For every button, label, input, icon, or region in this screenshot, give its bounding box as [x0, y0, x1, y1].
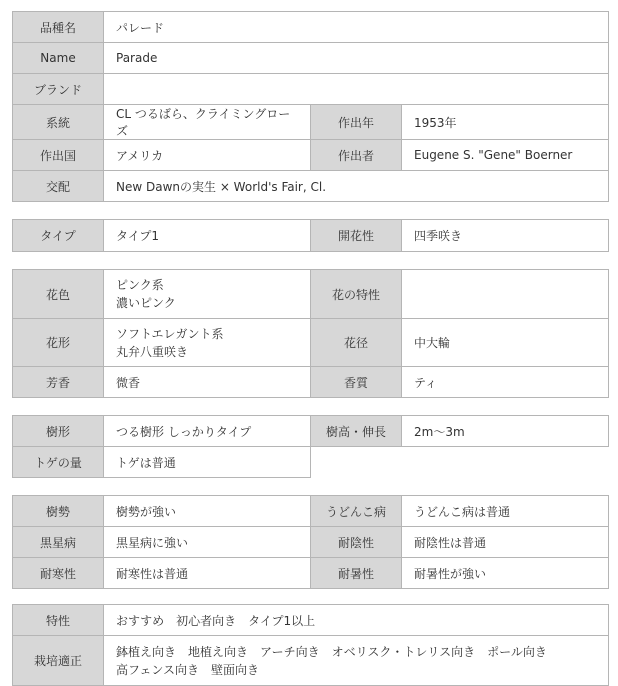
country-value: アメリカ — [104, 140, 311, 171]
table-row — [13, 558, 609, 589]
table-row — [13, 319, 609, 367]
variety-label: 品種名 — [13, 12, 104, 43]
table-row — [13, 43, 609, 74]
scent-label: 芳香 — [13, 367, 104, 398]
flower-table — [12, 269, 609, 398]
section-spacer — [12, 398, 608, 415]
flower-size-label: 花径 — [311, 319, 402, 367]
cultivation-table — [12, 604, 609, 686]
blackspot-label: 黒星病 — [13, 527, 104, 558]
suitability-line: 鉢植え向き 地植え向き アーチ向き オベリスク・トレリス向き ポール向き — [116, 644, 547, 659]
rose-spec-sheet — [12, 11, 608, 686]
table-row — [13, 416, 609, 447]
type-value: タイプ1 — [104, 220, 311, 252]
mildew-label: うどんこ病 — [311, 496, 402, 527]
table-row — [13, 171, 609, 202]
mildew-value: うどんこ病は普通 — [402, 496, 609, 527]
table-row — [13, 605, 609, 636]
thorn-label: トゲの量 — [13, 447, 104, 478]
lineage-label: 系統 — [13, 105, 104, 140]
vigor-value: 樹勢が強い — [104, 496, 311, 527]
heat-value: 耐暑性が強い — [402, 558, 609, 589]
section-spacer — [12, 252, 608, 269]
suitability-value — [104, 636, 609, 686]
flower-shape-line: ソフトエレガント系 — [116, 326, 224, 341]
feature-value: おすすめ 初心者向き タイプ1以上 — [104, 605, 609, 636]
name-label: Name — [13, 43, 104, 74]
flower-color-line: 濃いピンク — [116, 296, 176, 310]
section-spacer — [12, 589, 608, 604]
thorn-value: トゲは普通 — [104, 447, 311, 478]
variety-value: パレード — [104, 12, 609, 43]
type-label: タイプ — [13, 220, 104, 252]
tree-form-value: つる樹形 しっかりタイプ — [104, 416, 311, 447]
brand-label: ブランド — [13, 74, 104, 105]
table-row — [13, 220, 609, 252]
year-label: 作出年 — [311, 105, 402, 140]
vigor-label: 樹勢 — [13, 496, 104, 527]
name-value: Parade — [104, 43, 609, 74]
flower-shape-label: 花形 — [13, 319, 104, 367]
bloom-label: 開花性 — [311, 220, 402, 252]
flower-color-line: ピンク系 — [116, 278, 164, 292]
table-row — [13, 527, 609, 558]
empty-cell — [311, 447, 609, 478]
scent-quality-value: ティ — [402, 367, 609, 398]
blackspot-value: 黒星病に強い — [104, 527, 311, 558]
section-spacer — [12, 202, 608, 219]
tree-height-label: 樹高・伸長 — [311, 416, 402, 447]
breeder-label: 作出者 — [311, 140, 402, 171]
table-row — [13, 140, 609, 171]
feature-label: 特性 — [13, 605, 104, 636]
flower-traits-value — [402, 270, 609, 319]
heat-label: 耐暑性 — [311, 558, 402, 589]
breeder-value: Eugene S. "Gene" Boerner — [402, 140, 609, 171]
type-table — [12, 219, 609, 252]
flower-traits-label: 花の特性 — [311, 270, 402, 319]
scent-value: 微香 — [104, 367, 311, 398]
cross-label: 交配 — [13, 171, 104, 202]
brand-value — [104, 74, 609, 105]
suitability-label: 栽培適正 — [13, 636, 104, 686]
shade-value: 耐陰性は普通 — [402, 527, 609, 558]
cross-value: New Dawnの実生 × World's Fair, Cl. — [104, 171, 609, 202]
country-label: 作出国 — [13, 140, 104, 171]
flower-color-label: 花色 — [13, 270, 104, 319]
flower-size-value: 中大輪 — [402, 319, 609, 367]
health-table — [12, 495, 609, 589]
table-row — [13, 74, 609, 105]
table-row — [13, 270, 609, 319]
scent-quality-label: 香質 — [311, 367, 402, 398]
table-row — [13, 447, 609, 478]
section-spacer — [12, 478, 608, 495]
tree-height-value: 2m〜3m — [402, 416, 609, 447]
tree-form-label: 樹形 — [13, 416, 104, 447]
shade-label: 耐陰性 — [311, 527, 402, 558]
cold-label: 耐寒性 — [13, 558, 104, 589]
tree-table — [12, 415, 609, 478]
flower-shape-line: 丸弁八重咲き — [116, 344, 189, 359]
table-row — [13, 636, 609, 686]
flower-shape-value — [104, 319, 311, 367]
table-row — [13, 12, 609, 43]
cold-value: 耐寒性は普通 — [104, 558, 311, 589]
table-row — [13, 496, 609, 527]
year-value: 1953年 — [402, 105, 609, 140]
flower-color-value — [104, 270, 311, 319]
bloom-value: 四季咲き — [402, 220, 609, 252]
table-row — [13, 367, 609, 398]
basic-info-table — [12, 11, 609, 202]
table-row — [13, 105, 609, 140]
suitability-line: 高フェンス向き 壁面向き — [116, 662, 260, 677]
lineage-value: CL つるばら、クライミングローズ — [104, 105, 311, 140]
